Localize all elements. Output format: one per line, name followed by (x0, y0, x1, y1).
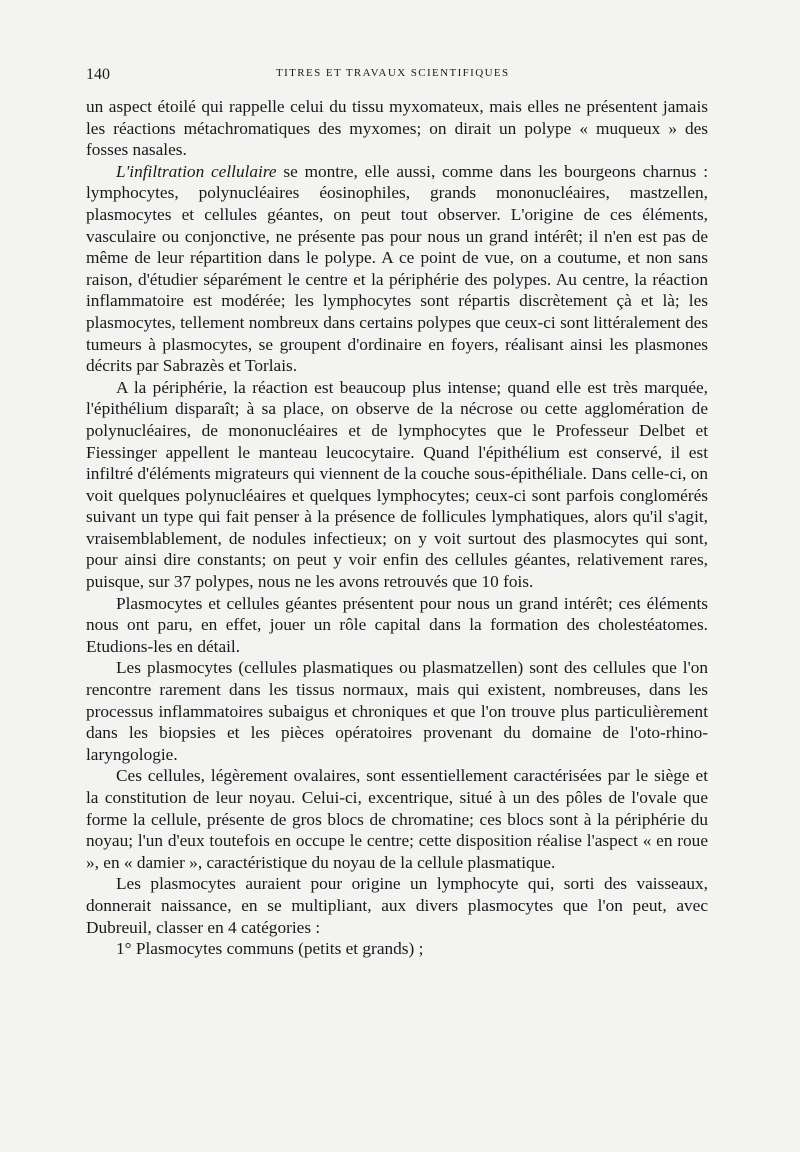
infiltration-heading: L'infiltration cellulaire (116, 161, 277, 181)
list-item-1: 1° Plasmocytes communs (petits et grands) ; (116, 939, 424, 959)
paragraph-6: Ces cellules, légèrement ovalaires, sont essentiellement caractérisées par le siège et la constitution de leur noyau. Celui-ci, excentrique, situé à un des pôles de l'ovale que forme la cellule, présente de gros blocs de chromatine; ces blocs sont à la périphérie du noyau; l'un d'eux toutefois en occupe le centre; cette disposition réalise l'aspect « en roue », en « damier », caractéristique du noyau de la cellule plasmatique. (86, 766, 708, 872)
paragraph-1: un aspect étoilé qui rappelle celui du tissu myxomateux, mais elles ne présentent jamais les réactions métachromatiques des myxomes; on dirait un polype « muqueux » des fosses nasales. (86, 97, 708, 160)
paragraph-2 (86, 161, 708, 377)
paragraph-7: Les plasmocytes auraient pour origine un lymphocyte qui, sorti des vaisseaux, donnerait naissance, en se multipliant, aux divers plasmocytes que l'on peut, avec Dubreuil, classer en 4 catégories : (86, 874, 708, 937)
page-header (86, 66, 716, 90)
paragraph-2-text: se montre, elle aussi, comme dans les bourgeons charnus : lymphocytes, polynucléaires éosinophiles, grands mononucléaires, mastzellen, plasmocytes et cellules géantes, on peut tout observer. L'origine de ces éléments, vasculaire ou conjonctive, ne présente pas pour nous un grand intérêt; il n'en est pas de même de leur répartition dans le polype. A ce point de vue, on a coutume, et non sans raison, d'étudier séparément le centre et la périphérie des polypes. Au centre, la réaction inflammatoire est modérée; les lymphocytes sont répartis discrètement çà et là; les plasmocytes, tellement nombreux dans certains polypes que ceux-ci sont littéralement des tumeurs à plasmocytes, se groupent d'ordinaire en foyers, réalisant ainsi les plasmones décrits par Sabrazès et Torlais. (86, 161, 708, 376)
paragraph-4: Plasmocytes et cellules géantes présentent pour nous un grand intérêt; ces éléments nous ont paru, en effet, jouer un rôle capital dans la formation des cholestéatomes. Etudions-les en détail. (86, 593, 708, 656)
body-text (86, 96, 708, 960)
running-title: TITRES ET TRAVAUX SCIENTIFIQUES (276, 67, 510, 79)
page-number: 140 (86, 66, 110, 83)
paragraph-3: A la périphérie, la réaction est beaucoup plus intense; quand elle est très marquée, l'épithélium disparaît; à sa place, on observe de la nécrose ou cette agglomération de polynucléaires, de mononucléaires et de lymphocytes que le Professeur Delbet et Fiessinger appellent le manteau leucocytaire. Quand l'épithélium est conservé, il est infiltré d'éléments migrateurs qui viennent de la couche sous-épithéliale. Dans celle-ci, on voit quelques polynucléaires et quelques lymphocytes; ceux-ci sont parfois conglomérés suivant un type qui fait penser à la présence de follicules lymphatiques, alors qu'il s'agit, vraisemblablement, de nodules infectieux; on y voit surtout des plasmocytes qui sont, pour ainsi dire constants; on peut y voir enfin des cellules géantes, relativement rares, puisque, sur 37 polypes, nous ne les avons retrouvés que 10 fois. (86, 377, 708, 592)
paragraph-5: Les plasmocytes (cellules plasmatiques ou plasmatzellen) sont des cellules que l'on rencontre rarement dans les tissus normaux, mais qui existent, nombreuses, dans les processus inflammatoires subaigus et chroniques et que l'on trouve plus particulièrement dans les biopsies et les pièces opératoires provenant du domaine de l'oto-rhino-laryngologie. (86, 658, 708, 764)
